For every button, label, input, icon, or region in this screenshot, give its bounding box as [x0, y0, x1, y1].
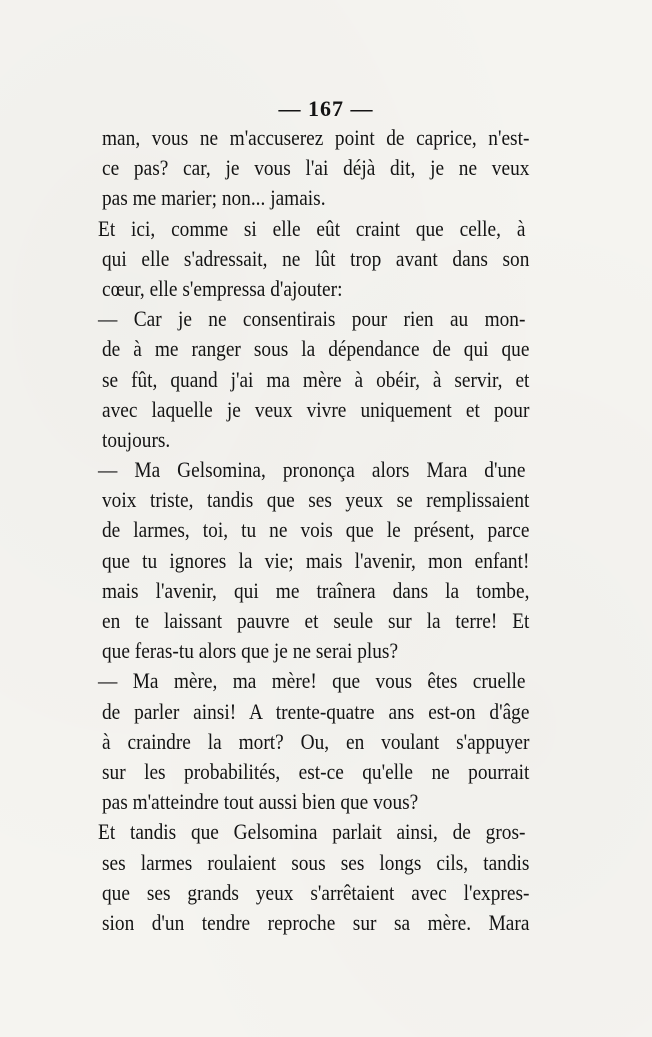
text-line: pas me marier; non... jamais. — [102, 185, 326, 211]
text-line: toujours. — [102, 426, 171, 452]
text-line: sion d'un tendre reproche sur sa mère. Mara — [102, 909, 530, 935]
text-line: sur les probabilités, est-ce qu'elle ne pourrait — [102, 758, 530, 784]
text-line: ses larmes roulaient sous ses longs cils, tandis — [102, 849, 530, 875]
text-line: cœur, elle s'empressa d'ajouter: — [102, 275, 343, 301]
text-line: — Car je ne consentirais pour rien au mon- — [98, 306, 526, 332]
text-line: ce pas? car, je vous l'ai déjà dit, je ne veux — [102, 155, 530, 181]
text-line: Et tandis que Gelsomina parlait ainsi, de gros- — [98, 819, 526, 845]
body-text — [98, 123, 530, 938]
text-line: man, vous ne m'accuserez point de caprice, n'est- — [102, 125, 530, 150]
text-line: voix triste, tandis que ses yeux se remplissaient — [102, 487, 530, 513]
text-line: que feras-tu alors que je ne serai plus? — [102, 638, 399, 664]
text-line: avec laquelle je veux vivre uniquement et pour — [102, 396, 530, 422]
text-line: en te laissant pauvre et seule sur la terre! Et — [102, 608, 530, 633]
text-line: qui elle s'adressait, ne lût trop avant dans son — [102, 245, 530, 271]
text-line: mais l'avenir, qui me traînera dans la tombe, — [102, 577, 530, 603]
text-line: pas m'atteindre tout aussi bien que vous? — [102, 789, 419, 815]
text-line: — Ma Gelsomina, prononça alors Mara d'une — [98, 457, 526, 483]
text-line: que tu ignores la vie; mais l'avenir, mon enfant! — [102, 547, 530, 573]
text-line: de parler ainsi! A trente-quatre ans est-on d'âge — [102, 698, 530, 724]
text-line: à craindre la mort? Ou, en voulant s'appuyer — [102, 728, 530, 754]
text-line: que ses grands yeux s'arrêtaient avec l'expres- — [102, 879, 530, 905]
text-line: — Ma mère, ma mère! que vous êtes cruelle — [98, 668, 526, 694]
text-line: de larmes, toi, tu ne vois que le présent, parce — [102, 517, 530, 543]
text-line: se fût, quand j'ai ma mère à obéir, à servir, et — [102, 366, 530, 392]
page-number: — 167 — — [278, 96, 374, 121]
text-line: de à me ranger sous la dépendance de qui que — [102, 336, 530, 362]
text-line: Et ici, comme si elle eût craint que celle, à — [98, 215, 526, 241]
